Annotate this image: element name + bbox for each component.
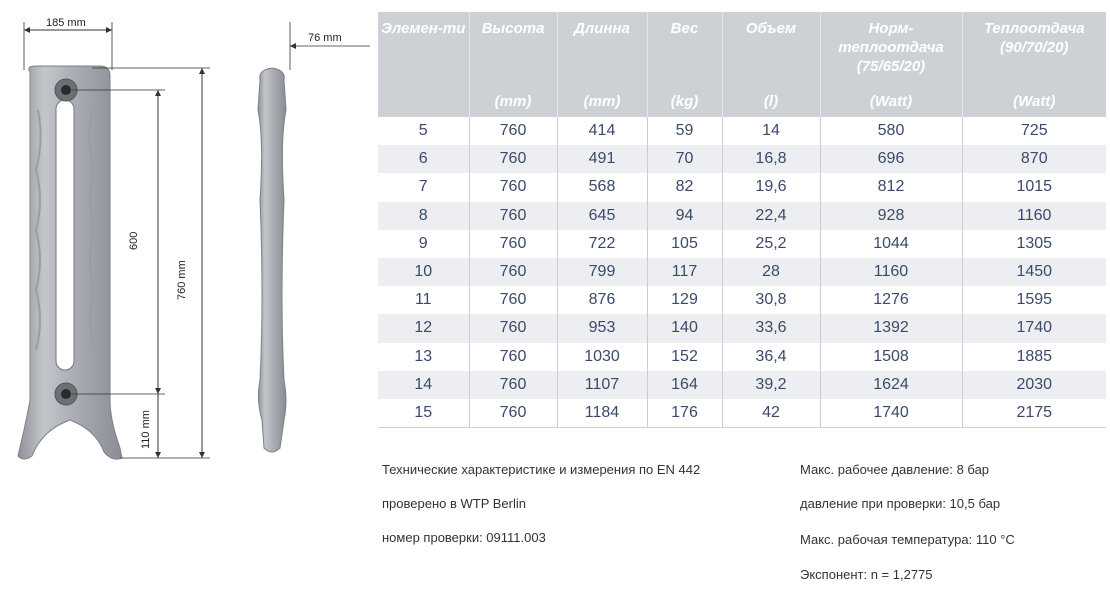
table-cell: 8 [378, 202, 469, 230]
table-cell: 760 [469, 314, 557, 342]
table-cell: 1030 [557, 343, 647, 371]
header-weight: Вес (kg) [647, 12, 722, 117]
table-header-row [378, 12, 1106, 117]
table-cell: 152 [647, 343, 722, 371]
table-row [378, 145, 1106, 173]
table-cell: 70 [647, 145, 722, 173]
table-cell: 9 [378, 230, 469, 258]
table-cell: 760 [469, 399, 557, 428]
note-max-pressure: Макс. рабочее давление: 8 бар [800, 462, 990, 477]
table-cell: 725 [962, 117, 1106, 145]
table-cell: 164 [647, 371, 722, 399]
table-cell: 140 [647, 314, 722, 342]
note-tested-by: проверено в WTP Berlin [382, 496, 526, 511]
header-length: Длинна (mm) [557, 12, 647, 117]
table-cell: 11 [378, 286, 469, 314]
table-row [378, 314, 1106, 342]
table-cell: 953 [557, 314, 647, 342]
table-cell: 1392 [820, 314, 962, 342]
header-heat-output: Теплоотдача (90/70/20) (Watt) [962, 12, 1106, 117]
note-standard: Технические характеристике и измерения по EN 442 [382, 462, 701, 477]
table-cell: 760 [469, 371, 557, 399]
table-cell: 760 [469, 286, 557, 314]
table-row [378, 399, 1106, 428]
specification-table [378, 12, 1106, 428]
table-cell: 1595 [962, 286, 1106, 314]
table-cell: 19,6 [722, 173, 820, 201]
note-max-temperature: Макс. рабочая температура: 110 °C [800, 532, 1015, 547]
table-cell: 722 [557, 230, 647, 258]
table-cell: 82 [647, 173, 722, 201]
table-cell: 580 [820, 117, 962, 145]
table-cell: 1740 [962, 314, 1106, 342]
table-row [378, 117, 1106, 145]
table-row [378, 343, 1106, 371]
header-nominal-heat-output: Норм-теплоотдача (75/65/20) (Watt) [820, 12, 962, 117]
table-cell: 799 [557, 258, 647, 286]
table-row [378, 286, 1106, 314]
table-row [378, 230, 1106, 258]
table-cell: 928 [820, 202, 962, 230]
radiator-front-drawing [0, 0, 240, 480]
table-cell: 1044 [820, 230, 962, 258]
table-cell: 1160 [962, 202, 1106, 230]
table-cell: 5 [378, 117, 469, 145]
table-cell: 1160 [820, 258, 962, 286]
table-cell: 12 [378, 314, 469, 342]
table-cell: 1740 [820, 399, 962, 428]
table-row [378, 173, 1106, 201]
table-cell: 7 [378, 173, 469, 201]
table-cell: 176 [647, 399, 722, 428]
center-distance-label: 600 [128, 231, 140, 250]
table-cell: 117 [647, 258, 722, 286]
table-cell: 2175 [962, 399, 1106, 428]
table-cell: 39,2 [722, 371, 820, 399]
bottom-dimension-label: 110 mm [140, 410, 152, 449]
table-cell: 568 [557, 173, 647, 201]
table-cell: 1885 [962, 343, 1106, 371]
table-row [378, 202, 1106, 230]
table-cell: 14 [378, 371, 469, 399]
table-cell: 42 [722, 399, 820, 428]
table-cell: 760 [469, 202, 557, 230]
table-cell: 13 [378, 343, 469, 371]
table-cell: 1450 [962, 258, 1106, 286]
table-row [378, 258, 1106, 286]
table-cell: 6 [378, 145, 469, 173]
table-cell: 25,2 [722, 230, 820, 258]
table-cell: 94 [647, 202, 722, 230]
note-exponent: Экспонент: n = 1,2775 [800, 567, 933, 582]
table-cell: 1276 [820, 286, 962, 314]
table-cell: 645 [557, 202, 647, 230]
header-height: Высота (mm) [469, 12, 557, 117]
note-test-number: номер проверки: 09111.003 [382, 530, 546, 545]
table-cell: 760 [469, 230, 557, 258]
note-test-pressure: давление при проверки: 10,5 бар [800, 496, 1001, 511]
table-cell: 28 [722, 258, 820, 286]
table-cell: 15 [378, 399, 469, 428]
table-cell: 760 [469, 258, 557, 286]
header-volume: Объем (l) [722, 12, 820, 117]
table-cell: 22,4 [722, 202, 820, 230]
table-cell: 14 [722, 117, 820, 145]
table-row [378, 371, 1106, 399]
table-cell: 33,6 [722, 314, 820, 342]
table-cell: 870 [962, 145, 1106, 173]
table-cell: 59 [647, 117, 722, 145]
table-cell: 1508 [820, 343, 962, 371]
table-cell: 760 [469, 117, 557, 145]
table-cell: 30,8 [722, 286, 820, 314]
depth-dimension-label: 76 mm [308, 32, 342, 44]
table-cell: 36,4 [722, 343, 820, 371]
table-cell: 1184 [557, 399, 647, 428]
table-cell: 1624 [820, 371, 962, 399]
header-elements: Элемен-ти [378, 12, 469, 117]
height-dimension-label: 760 mm [176, 260, 188, 300]
table-cell: 696 [820, 145, 962, 173]
table-cell: 129 [647, 286, 722, 314]
table-cell: 491 [557, 145, 647, 173]
table-cell: 760 [469, 145, 557, 173]
width-dimension-label: 185 mm [46, 17, 86, 29]
table-cell: 10 [378, 258, 469, 286]
table-cell: 760 [469, 173, 557, 201]
table-cell: 760 [469, 343, 557, 371]
table-cell: 16,8 [722, 145, 820, 173]
radiator-side-drawing [240, 0, 370, 480]
table-cell: 1015 [962, 173, 1106, 201]
table-cell: 1107 [557, 371, 647, 399]
table-cell: 414 [557, 117, 647, 145]
table-cell: 876 [557, 286, 647, 314]
table-cell: 812 [820, 173, 962, 201]
table-cell: 1305 [962, 230, 1106, 258]
table-cell: 105 [647, 230, 722, 258]
table-cell: 2030 [962, 371, 1106, 399]
